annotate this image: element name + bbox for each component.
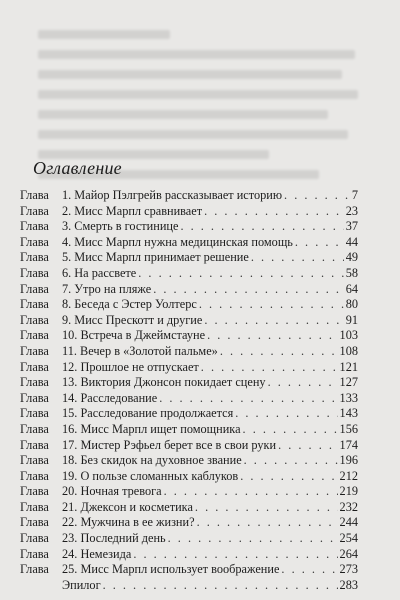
toc-entry-title: 11. Вечер в «Золотой пальме» <box>62 343 218 358</box>
toc-entry-label: Глава <box>20 312 49 327</box>
toc-entry-title: 2. Мисс Марпл сравнивает <box>62 203 203 218</box>
toc-entry-page: 254 <box>339 531 358 546</box>
dot-leader <box>207 328 337 344</box>
toc-entry-title: 13. Виктория Джонсон покидает сцену <box>62 375 266 390</box>
toc-entry-page: 143 <box>339 406 358 421</box>
toc-entry-title: 8. Беседа с Эстер Уолтерс <box>62 297 197 312</box>
dot-leader <box>244 453 338 469</box>
dot-leader <box>138 266 343 282</box>
dot-leader <box>204 313 343 329</box>
toc-entry-label: Глава <box>20 468 49 483</box>
toc-entry-title: 18. Без скидок на духовное звание <box>62 453 242 468</box>
toc-entry-title: 10. Встреча в Джеймстауне <box>62 328 206 343</box>
dot-leader <box>235 406 337 422</box>
toc-entry <box>20 235 358 251</box>
dot-leader <box>278 438 337 454</box>
toc-entry-label: Глава <box>20 453 49 468</box>
toc-entry-page: 283 <box>339 577 358 592</box>
toc-entry-page: 7 <box>351 188 358 202</box>
toc-entry-title: 3. Смерть в гостинице <box>62 219 179 234</box>
toc-entry-label: Глава <box>20 343 49 358</box>
dot-leader <box>201 360 338 376</box>
toc-entry-title: 22. Мужчина в ее жизни? <box>62 515 195 530</box>
toc-entry-title: 14. Расследование <box>62 390 158 405</box>
toc-entry-label: Глава <box>20 531 49 546</box>
toc-entry-label: Глава <box>20 265 49 280</box>
toc-entry <box>20 344 358 360</box>
toc-entry-label: Глава <box>20 188 49 202</box>
dot-leader <box>199 297 344 313</box>
toc-entry-title: 21. Джексон и косметика <box>62 499 193 514</box>
dot-leader <box>220 344 338 360</box>
toc-entry-page: 37 <box>345 219 358 234</box>
toc-entry-label: Глава <box>20 562 49 577</box>
toc-entry-page: 196 <box>339 453 358 468</box>
toc-entry <box>20 328 358 344</box>
toc-entry <box>20 438 358 454</box>
table-of-contents <box>20 188 358 593</box>
toc-heading: Оглавление <box>33 158 122 178</box>
toc-entry <box>20 422 358 438</box>
toc-entry-page: 127 <box>339 375 358 390</box>
toc-entry <box>20 250 358 266</box>
dot-leader <box>243 422 338 438</box>
toc-entry <box>20 453 358 469</box>
toc-entry-page: 121 <box>339 359 358 374</box>
toc-entry-title: 16. Мисс Марпл ищет помощника <box>62 421 241 436</box>
toc-entry <box>20 219 358 235</box>
toc-entry-page: 244 <box>339 515 358 530</box>
toc-entry-page: 133 <box>339 390 358 405</box>
toc-entry-label: Глава <box>20 203 49 218</box>
toc-entry <box>20 500 358 516</box>
toc-entry-page: 174 <box>339 437 358 452</box>
toc-entry-title: 23. Последний день <box>62 531 166 546</box>
toc-entry-title: 20. Ночная тревога <box>62 484 162 499</box>
toc-entry <box>20 484 358 500</box>
toc-entry <box>20 469 358 485</box>
toc-entry-label: Глава <box>20 546 49 561</box>
toc-entry-label: Глава <box>20 515 49 530</box>
toc-entry <box>20 282 358 298</box>
toc-entry-label: Глава <box>20 484 49 499</box>
dot-leader <box>168 531 338 547</box>
toc-entry-label: Глава <box>20 390 49 405</box>
toc-entry-title: 17. Мистер Рэфьел берет все в свои руки <box>62 437 277 452</box>
toc-entry-label: Глава <box>20 421 49 436</box>
dot-leader <box>295 235 344 251</box>
toc-entry-title: 7. Утро на пляже <box>62 281 152 296</box>
dot-leader <box>159 391 337 407</box>
toc-entry-label: Глава <box>20 234 49 249</box>
toc-entry <box>20 204 358 220</box>
toc-entry-title: 9. Мисс Прескотт и другие <box>62 312 203 327</box>
dot-leader <box>164 484 338 500</box>
dot-leader <box>251 250 344 266</box>
toc-entry-page: 23 <box>345 203 358 218</box>
toc-entry <box>20 515 358 531</box>
bleed-through-text <box>38 30 368 170</box>
toc-entry <box>20 578 358 594</box>
toc-entry <box>20 547 358 563</box>
dot-leader <box>133 547 337 563</box>
dot-leader <box>268 375 338 391</box>
toc-entry-label: Глава <box>20 406 49 421</box>
toc-entry-label: Глава <box>20 359 49 374</box>
toc-entry <box>20 406 358 422</box>
toc-entry <box>20 562 358 578</box>
toc-entry-page: 58 <box>345 265 358 280</box>
toc-entry <box>20 360 358 376</box>
toc-entry-page: 156 <box>339 421 358 436</box>
toc-entry-page: 91 <box>345 312 358 327</box>
toc-entry <box>20 266 358 282</box>
dot-leader <box>103 578 338 594</box>
toc-entry-title: 6. На рассвете <box>62 265 137 280</box>
dot-leader <box>240 469 337 485</box>
dot-leader <box>153 282 344 298</box>
toc-entry-page: 64 <box>345 281 358 296</box>
toc-entry-page: 219 <box>339 484 358 499</box>
dot-leader <box>281 562 337 578</box>
dot-leader <box>195 500 338 516</box>
toc-entry <box>20 313 358 329</box>
toc-entry-page: 80 <box>345 297 358 312</box>
toc-entry-title: 19. О пользе сломанных каблуков <box>62 468 239 483</box>
toc-entry <box>20 297 358 313</box>
toc-entry-title: 12. Прошлое не отпускает <box>62 359 199 374</box>
toc-entry-label: Глава <box>20 328 49 343</box>
toc-entry-title: 4. Мисс Марпл нужна медицинская помощь <box>62 234 293 249</box>
toc-entry-title: 15. Расследование продолжается <box>62 406 234 421</box>
toc-entry-page: 44 <box>345 234 358 249</box>
toc-entry-title: 5. Мисс Марпл принимает решение <box>62 250 249 265</box>
toc-entry-label: Глава <box>20 375 49 390</box>
dot-leader <box>197 515 338 531</box>
toc-entry-page: 108 <box>339 343 358 358</box>
toc-entry-page: 103 <box>339 328 358 343</box>
dot-leader <box>284 188 350 204</box>
toc-entry-label: Глава <box>20 250 49 265</box>
toc-entry-title: Эпилог <box>62 577 101 592</box>
toc-entry <box>20 391 358 407</box>
toc-entry <box>20 375 358 391</box>
toc-entry-label: Глава <box>20 499 49 514</box>
toc-entry <box>20 531 358 547</box>
dot-leader <box>204 204 344 220</box>
toc-entry-label: Глава <box>20 437 49 452</box>
toc-entry-label: Глава <box>20 219 49 234</box>
toc-entry-title: 1. Майор Пэлгрейв рассказывает историю <box>62 188 283 202</box>
toc-entry-title: 25. Мисс Марпл использует воображение <box>62 562 280 577</box>
toc-entry-page: 232 <box>339 499 358 514</box>
toc-entry-page: 264 <box>339 546 358 561</box>
toc-entry <box>20 188 358 204</box>
toc-entry-label: Глава <box>20 281 49 296</box>
toc-entry-page: 273 <box>339 562 358 577</box>
toc-entry-label: Глава <box>20 297 49 312</box>
toc-entry-page: 212 <box>339 468 358 483</box>
toc-entry-title: 24. Немезида <box>62 546 132 561</box>
toc-entry-page: 49 <box>345 250 358 265</box>
dot-leader <box>180 219 343 235</box>
